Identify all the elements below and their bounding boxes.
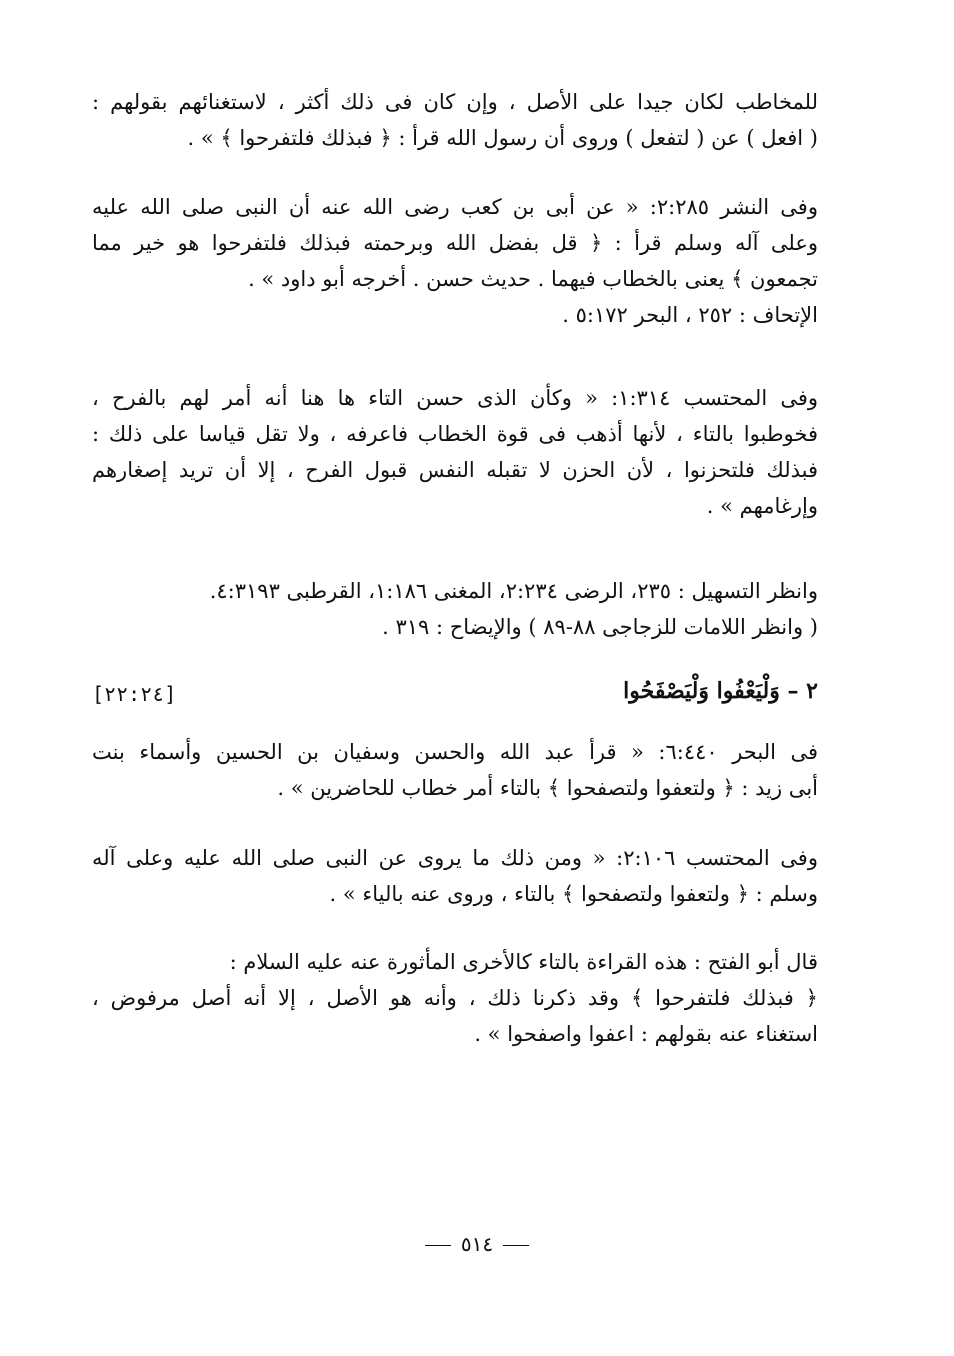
verse-heading-text: ٢ – وَلْيَعْفُوا وَلْيَصْفَحُوا	[623, 678, 818, 704]
paragraph-nashr	[92, 189, 818, 333]
text-line: ( وانظر اللامات للزجاجى ٨٨-٨٩ ) والإيضاح : ٣١٩ .	[382, 615, 818, 639]
page-number-text: ٥١٤	[460, 1232, 494, 1256]
text-line: الإتحاف : ٢٥٢ ، البحر ٥:١٧٢ .	[562, 303, 818, 327]
text-line: وفى المحتسب ١:٣١٤: « وكأن الذى حسن التاء ها هنا أنه أمر لهم بالفرح ،	[92, 386, 818, 410]
page-number	[0, 1232, 954, 1256]
text-line: وسلم : ﴿ ولتعفوا ولتصفحوا ﴾ بالتاء ، وروى عنه بالياء » .	[329, 882, 818, 906]
text-line: فبذلك فلتحزنوا ، لأن الحزن لا تقبله النفس قبول الفرح ، إلا أن تريد إصغارهم	[92, 458, 818, 482]
text-line: استغناء عنه بقولهم : اعفوا واصفحوا » .	[474, 1022, 818, 1046]
text-line: وإرغامهم » .	[706, 494, 818, 518]
paragraph-references	[92, 573, 818, 645]
text-line: وانظر التسهيل : ٢٣٥، الرضى ٢:٢٣٤، المغنى ١:١٨٦، القرطبى ٤:٣١٩٣.	[209, 579, 818, 603]
verse-reference: [٢٢:٢٤]	[92, 682, 177, 706]
text-line: ﴿ فبذلك فلتفرحوا ﴾ وقد ذكرنا ذلك ، وأنه هو الأصل ، إلا أنه أصل مرفوض ،	[92, 986, 818, 1010]
paragraph-abul-fath	[92, 944, 818, 1052]
text-line: فخوطبوا بالتاء ، لأنها أذهب فى قوة الخطاب فاعرفه ، ولا تقل قياسا على ذلك :	[92, 422, 818, 446]
text-line: وفى المحتسب ٢:١٠٦: « ومن ذلك ما يروى عن النبى صلى الله عليه وعلى آله	[92, 846, 818, 870]
text-line: أبى زيد : ﴿ ولتعفوا ولتصفحوا ﴾ بالتاء أمر خطاب للحاضرين » .	[277, 776, 818, 800]
text-line: فى البحر ٦:٤٤٠: « قرأ عبد الله والحسن وسفيان بن الحسين وأسماء بنت	[92, 740, 818, 764]
dash-right	[503, 1245, 529, 1246]
text-line: ( افعل ) عن ( لتفعل ) وروى أن رسول الله قرأ : ﴿ فبذلك فلتفرحوا ﴾ » .	[187, 126, 818, 150]
dash-left	[425, 1245, 451, 1246]
paragraph-bahr	[92, 734, 818, 806]
paragraph-asl-note	[92, 84, 818, 156]
paragraph-muhtasab-2	[92, 840, 818, 912]
text-line: قال أبو الفتح : هذه القراءة بالتاء كالأخرى المأثورة عنه عليه السلام :	[229, 950, 818, 974]
paragraph-muhtasab-1	[92, 380, 818, 524]
text-line: وفى النشر ٢:٢٨٥: « عن أبى بن كعب رضى الله عنه أن النبى صلى الله عليه	[92, 195, 818, 219]
text-line: للمخاطب لكان جيدا على الأصل ، وإن كان فى ذلك أكثر ، لاستغنائهم بقولهم :	[92, 90, 818, 114]
verse-heading	[92, 678, 818, 718]
text-line: تجمعون ﴾ يعنى بالخطاب فيهما . حديث حسن . أخرجه أبو داود » .	[248, 267, 818, 291]
text-line: وعلى آله وسلم قرأ : ﴿ قل بفضل الله وبرحمته فبذلك فلتفرحوا هو خير مما	[92, 231, 818, 255]
